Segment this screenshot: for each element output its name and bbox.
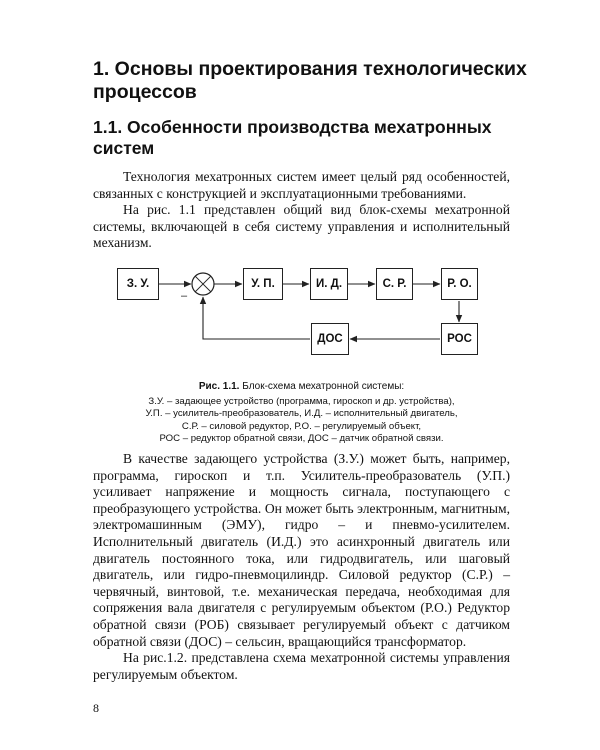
block-ros xyxy=(441,323,478,355)
figure-caption xyxy=(93,381,510,393)
block-up-label: У. П. xyxy=(251,278,275,290)
page-number: 8 xyxy=(93,701,99,715)
block-ro xyxy=(441,268,478,300)
paragraph: На рис. 1.1 представлен общий вид блок-схемы мехатронной системы, включающей в себя систему управления и исполнительный механизм. xyxy=(93,202,510,251)
block-zu xyxy=(117,268,159,300)
figure-legend xyxy=(93,396,510,446)
paragraph: В качестве задающего устройства (З.У.) может быть, например, программа, гироскоп и т.п. Усилитель-преобразователь (У.П.) усиливает напряжение и мощность сигнала, поступающего с преобразующего устройства. Он может быть электронным, магнитным, электромашинным (ЭМУ), гидро – и пневмо-усилителем. Исполнительный двигатель (И.Д.) это асинхронный двигатель или двигатель постоянного тока, или гидродвигатель, или шаговый двигатель, или гидро-пневмоцилиндр. Силовой редуктор (С.Р.) – червячный, винтовой, т.е. механическая передача, необходимая для сопряжения вала двигателя с регулируемым объектом (Р.О.) Редуктор обратной связи (РОБ) связывает регулируемый объект с датчиком обратной связи (ДОС) – сельсин, вращающийся трансформатор. xyxy=(93,451,510,649)
paragraph: На рис.1.2. представлена схема мехатронной системы управления регулируемым объектом. xyxy=(93,650,510,682)
chapter-title: 1. Основы проектирования технологических процессов xyxy=(93,58,527,103)
caption-label: Рис. 1.1. xyxy=(198,381,240,392)
paragraph: Технология мехатронных систем имеет целый ряд особенностей, связанных с конструкцией и эксплуатационными требованиями. xyxy=(93,169,510,201)
minus-sign: – xyxy=(181,290,188,302)
block-dos-label: ДОС xyxy=(317,333,343,345)
block-dos xyxy=(311,323,349,355)
block-ros-label: РОС xyxy=(447,333,472,345)
block-sr-label: С. Р. xyxy=(382,278,407,290)
legend-line: РОС – редуктор обратной связи, ДОС – датчик обратной связи. xyxy=(159,433,444,445)
block-ro-label: Р. О. xyxy=(447,278,472,290)
arrow-dos-to-junction xyxy=(203,297,310,339)
legend-line: С.Р. – силовой редуктор, Р.О. – регулируемый объект, xyxy=(181,420,422,432)
block-zu-label: З. У. xyxy=(126,278,150,290)
block-id-label: И. Д. xyxy=(315,278,343,290)
block-sr xyxy=(376,268,413,300)
legend-line: У.П. – усилитель-преобразователь, И.Д. – исполнительный двигатель, xyxy=(145,408,458,420)
caption-text: Блок-схема мехатронной системы: xyxy=(242,381,405,392)
block-up xyxy=(243,268,283,300)
block-id xyxy=(310,268,348,300)
main-text xyxy=(93,451,510,683)
legend-line: З.У. – задающее устройство (программа, гироскоп и др. устройства), xyxy=(148,396,455,407)
section-title: 1.1. Особенности производства мехатронных систем xyxy=(93,117,492,158)
